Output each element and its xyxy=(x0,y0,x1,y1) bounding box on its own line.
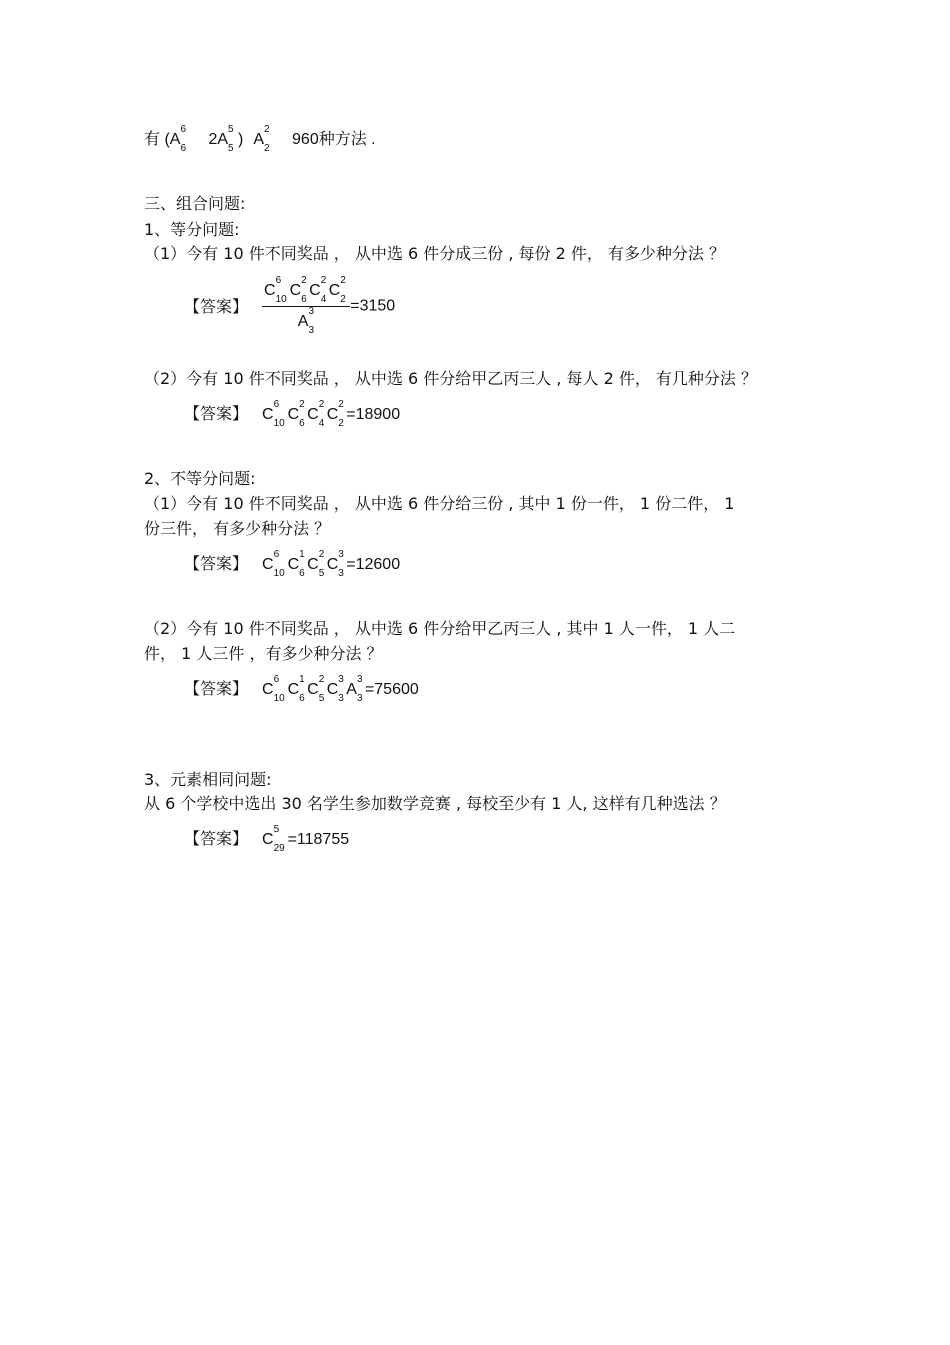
a-5-5: A 5 5 xyxy=(217,124,234,154)
part-3-q1: 从 6 个学校中选出 30 名学生参加数学竞赛 , 每校至少有 1 人, 这样有几种选法 ？ xyxy=(144,794,726,813)
answer-tag: 【答案】 xyxy=(184,406,249,423)
part-3-title: 3、元素相同问题: xyxy=(144,770,272,789)
top-line-prefix: 有 ( xyxy=(144,131,170,148)
answer-1-1-denominator: A 3 3 xyxy=(297,306,315,336)
answer-1-2-result: =18900 xyxy=(346,406,401,423)
top-line-result: 960 xyxy=(292,131,319,148)
answer-2-2-result: =75600 xyxy=(364,681,419,698)
section-3-title: 三、组合问题: xyxy=(144,194,246,213)
part-2-q2-line2: 件， 1 人三件 ，有多少种分法 ？ xyxy=(144,644,383,663)
part-1-q1: （1）今有 10 件不同奖品 ， 从中选 6 件分成三份 , 每份 2 件， 有多少种分法 ？ xyxy=(144,244,726,263)
answer-1-2: 【答案】 C 6 10 C 2 6 C 2 4 C 2 2 =18900 xyxy=(184,399,401,429)
part-2-q1-line1: （1）今有 10 件不同奖品 ， 从中选 6 件分给三份 , 其中 1 份一件， 1 份二件， 1 xyxy=(144,494,735,513)
top-line-coef: 2 xyxy=(208,131,218,148)
top-line: 有 (A 6 6 2A 5 5 ) A 2 2 960种方法 . xyxy=(144,124,376,154)
answer-tag: 【答案】 xyxy=(184,831,249,848)
a-2-2: A 2 2 xyxy=(253,124,270,154)
answer-2-2: 【答案】 C 6 10 C 1 6 C 2 5 C 3 3 A 3 3 =75600 xyxy=(184,674,419,704)
answer-3-1-result: =118755 xyxy=(287,831,350,848)
answer-3-1: 【答案】 C 5 29 =118755 xyxy=(184,824,350,854)
answer-2-1-result: =12600 xyxy=(346,556,401,573)
part-1-title: 1、等分问题: xyxy=(144,220,240,239)
part-2-q2-line1: （2）今有 10 件不同奖品 ， 从中选 6 件分给甲乙丙三人 , 其中 1 人一件， 1 人二 xyxy=(144,619,736,638)
answer-tag: 【答案】 xyxy=(184,296,249,316)
part-1-q2: （2）今有 10 件不同奖品 ， 从中选 6 件分给甲乙丙三人 , 每人 2 件， 有几种分法 ？ xyxy=(144,369,758,388)
top-line-suffix: 种方法 . xyxy=(318,131,376,148)
answer-2-1: 【答案】 C 6 10 C 1 6 C 2 5 C 3 3 =12600 xyxy=(184,549,401,579)
answer-1-1 xyxy=(184,275,396,336)
answer-1-1-fraction xyxy=(262,275,350,336)
a-6-6: A 6 6 xyxy=(169,124,187,154)
part-2-q1-line2: 份三件， 有多少种分法 ？ xyxy=(144,519,331,538)
answer-1-1-result: =3150 xyxy=(350,297,396,315)
answer-tag: 【答案】 xyxy=(184,556,249,573)
part-2-title: 2、不等分问题: xyxy=(144,469,256,488)
answer-1-1-numerator: C 6 10 C 2 6 C 2 4 C 2 2 xyxy=(262,280,350,307)
answer-tag: 【答案】 xyxy=(184,681,249,698)
